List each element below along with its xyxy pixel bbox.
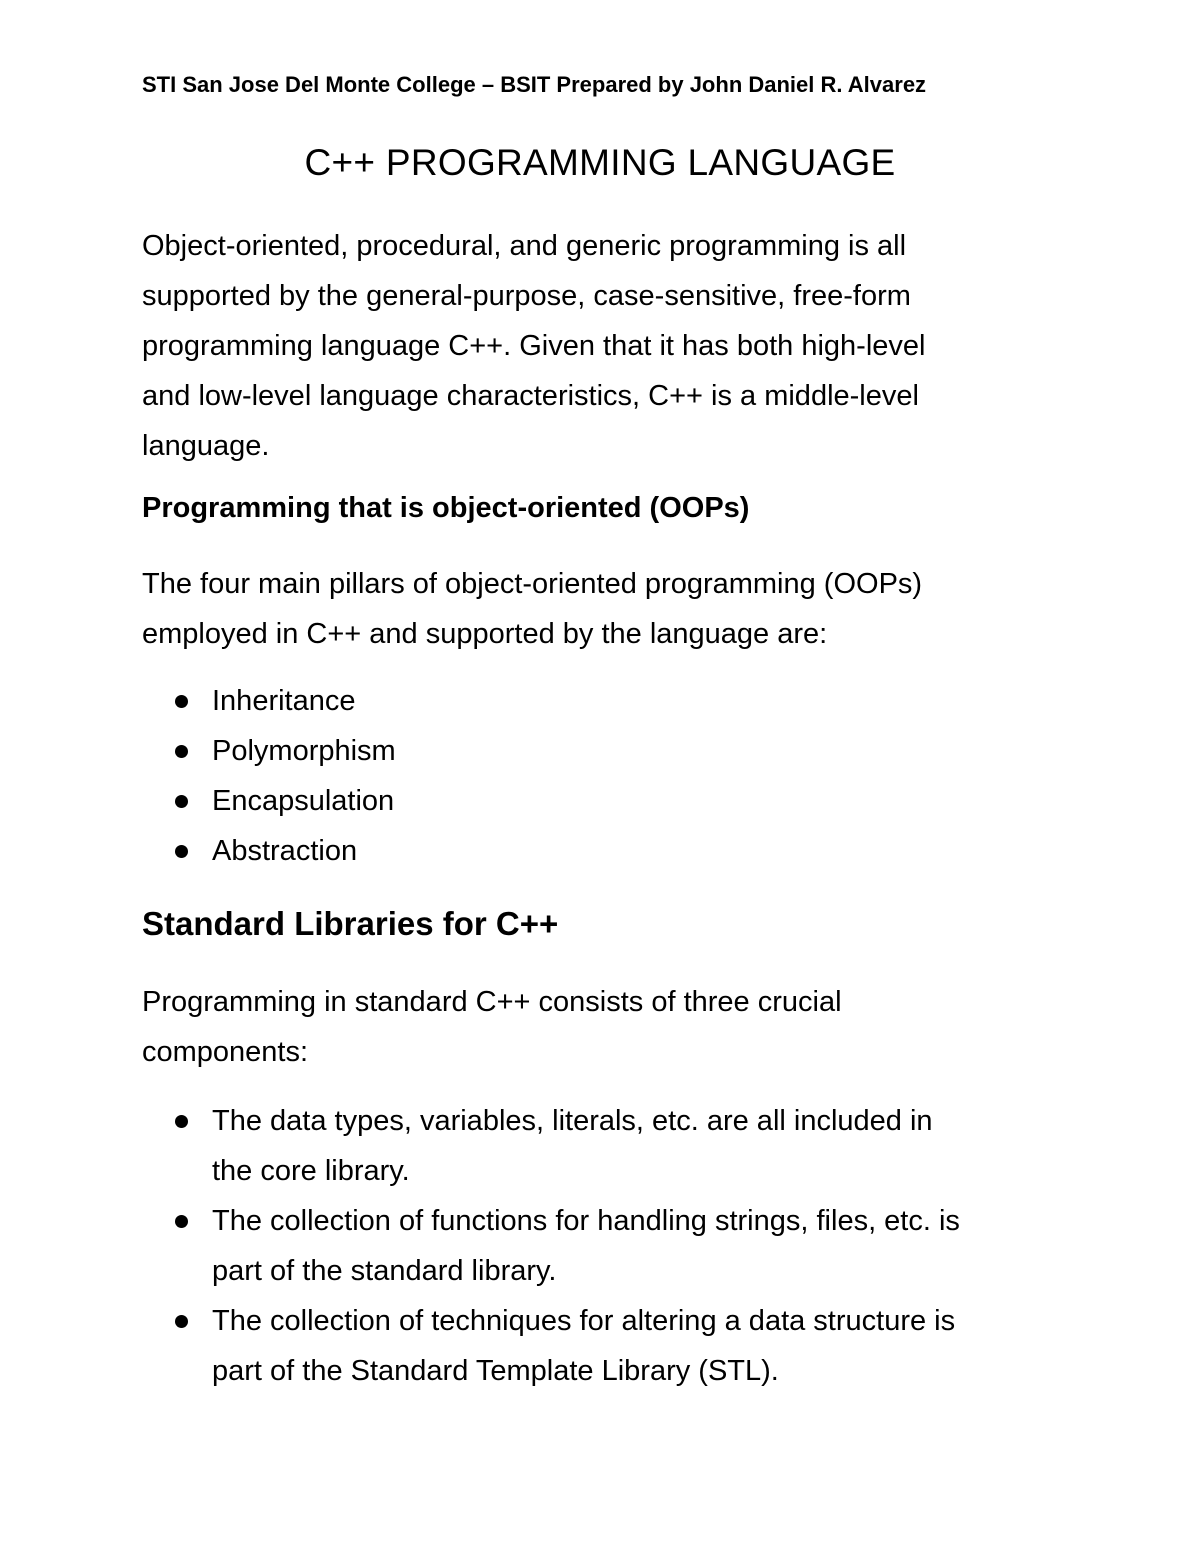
list-item-text-line: part of the standard library. [212,1255,557,1287]
list-item-text: Polymorphism [212,735,396,767]
bullet-icon [175,795,188,808]
libraries-paragraph-line: Programming in standard C++ consists of three crucial [142,986,842,1018]
intro-line: programming language C++. Given that it has both high-level [142,330,926,362]
bullet-icon [175,845,188,858]
bullet-icon [175,745,188,758]
list-item-text: Encapsulation [212,785,395,817]
bullet-icon [175,695,188,708]
oop-heading: Programming that is object-oriented (OOPs) [142,492,750,524]
list-item [0,1296,960,1396]
list-item-text: Abstraction [212,835,358,867]
document-title: C++ PROGRAMMING LANGUAGE [304,142,896,183]
page-header: STI San Jose Del Monte College – BSIT Prepared by John Daniel R. Alvarez [142,72,927,97]
list-item-text-line: The collection of techniques for altering a data structure is [212,1305,956,1337]
libraries-paragraph [142,977,842,1077]
libraries-heading: Standard Libraries for C++ [142,905,559,942]
list-item [0,826,396,876]
intro-paragraph [142,221,1042,471]
oop-paragraph [142,559,922,659]
bullet-icon [175,1115,188,1128]
libraries-components-list [0,1096,960,1396]
oop-paragraph-line: employed in C++ and supported by the language are: [142,618,828,650]
list-item [0,1096,960,1196]
list-item-text-line: The data types, variables, literals, etc. are all included in [212,1105,933,1137]
list-item [0,726,396,776]
list-item [0,776,396,826]
intro-line: Object-oriented, procedural, and generic programming is all [142,230,907,262]
list-item-text-line: the core library. [212,1155,410,1187]
list-item-text-line: part of the Standard Template Library (STL). [212,1355,779,1387]
list-item-text: Inheritance [212,685,356,717]
intro-line: language. [142,430,270,462]
list-item [0,1196,960,1296]
list-item-text-line: The collection of functions for handling strings, files, etc. is [212,1205,960,1237]
list-item [0,676,396,726]
libraries-paragraph-line: components: [142,1036,309,1068]
oop-pillars-list [0,676,396,876]
intro-line: supported by the general-purpose, case-sensitive, free-form [142,280,911,312]
oop-paragraph-line: The four main pillars of object-oriented programming (OOPs) [142,568,923,600]
bullet-icon [175,1215,188,1228]
intro-line: and low-level language characteristics, C++ is a middle-level [142,380,919,412]
bullet-icon [175,1315,188,1328]
